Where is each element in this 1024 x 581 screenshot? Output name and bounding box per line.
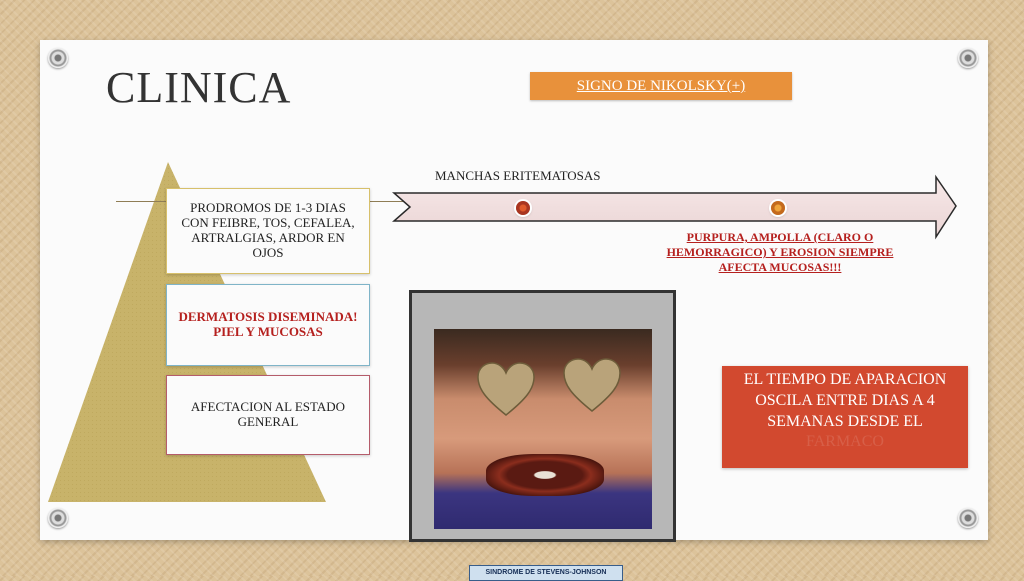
tiempo-box — [722, 366, 968, 468]
pushpin-icon — [958, 508, 978, 528]
timeline-label-bottom: PURPURA, AMPOLLA (CLARO O HEMORRAGICO) Y EROSION SIEMPRE AFECTA MUCOSAS!!! — [666, 230, 894, 274]
nikolsky-label: SIGNO DE NIKOLSKY(+) — [530, 72, 792, 100]
timeline-marker — [771, 201, 785, 215]
pyramid-level-1: PRODROMOS DE 1-3 DIAS CON FEIBRE, TOS, CEFALEA, ARTRALGIAS, ARDOR EN OJOS — [166, 188, 370, 274]
slide-card — [40, 40, 988, 576]
heart-icon — [476, 361, 536, 417]
tiempo-overflow-text: FARMACO — [806, 433, 884, 451]
lesion-area — [486, 454, 604, 496]
photo-caption: SINDROME DE STEVENS-JOHNSON — [469, 565, 623, 581]
timeline-marker — [516, 201, 530, 215]
page-title: CLINICA — [106, 63, 292, 112]
pyramid-level-2: DERMATOSIS DISEMINADA! PIEL Y MUCOSAS — [166, 284, 370, 366]
patient-photo-frame — [409, 290, 676, 576]
pushpin-icon — [48, 508, 68, 528]
tiempo-text: EL TIEMPO DE APARACION OSCILA ENTRE DIAS A 4 SEMANAS DESDE EL — [743, 371, 947, 430]
patient-photo — [434, 329, 652, 529]
pyramid-level-3: AFECTACION AL ESTADO GENERAL — [166, 375, 370, 455]
timeline-label-top: MANCHAS ERITEMATOSAS — [435, 168, 601, 183]
heart-icon — [562, 357, 622, 413]
